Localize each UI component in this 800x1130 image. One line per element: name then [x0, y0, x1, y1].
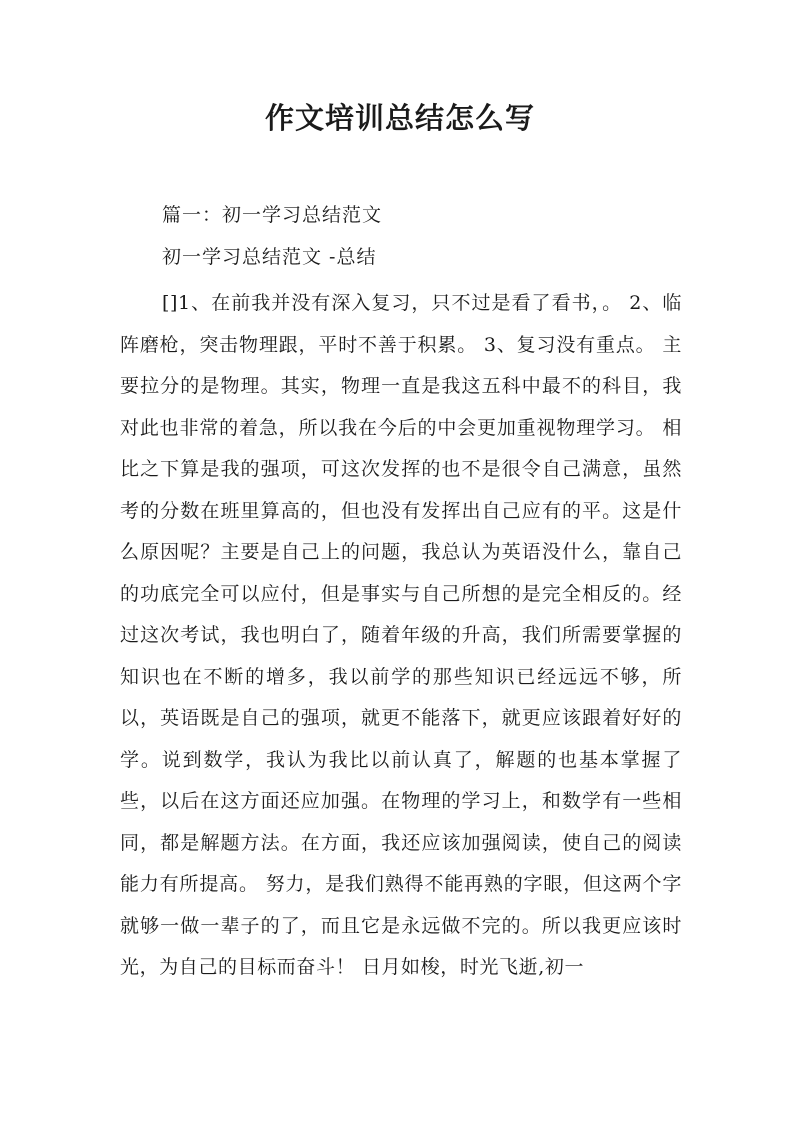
document-title: 作文培训总结怎么写	[264, 101, 535, 135]
sub-heading: 初一学习总结范文 -总结	[162, 246, 377, 268]
section-heading: 篇一：初一学习总结范文	[162, 204, 383, 226]
body-paragraph: []1、在前我并没有深入复习，只不过是看了看书，。 2、临阵磨枪，突击物理跟，平时不善于积累。 3、复习没有重点。 主要拉分的是物理。其实，物理一直是我这五科中最不的科目，我对此也非常的着急，所以我在今后的中会更加重视物理学习。 相比之下算是我的强项，可这次发挥的也不是很令自己满意，虽然考的分数在班里算高的，但也没有发挥出自己应有的平。这是什么原因呢？主要是自己上的问题，我总认为英语没什么，靠自己的功底完全可以应付，但是事实与自己所想的是完全相反的。经过这次考试，我也明白了，随着年级的升高，我们所需要掌握的知识也在不断的增多，我以前学的那些知识已经远远不够，所以，英语既是自己的强项，就更不能落下，就更应该跟着好好的学。说到数学，我认为我比以前认真了，解题的也基本掌握了些，以后在这方面还应加强。在物理的学习上，和数学有一些相同，都是解题方法。在方面，我还应该加强阅读，使自己的阅读能力有所提高。 努力，是我们熟得不能再熟的字眼，但这两个字就够一做一辈子的了，而且它是永远做不完的。所以我更应该时光，为自己的目标而奋斗！ 日月如梭，时光飞逝,初一	[120, 292, 682, 978]
